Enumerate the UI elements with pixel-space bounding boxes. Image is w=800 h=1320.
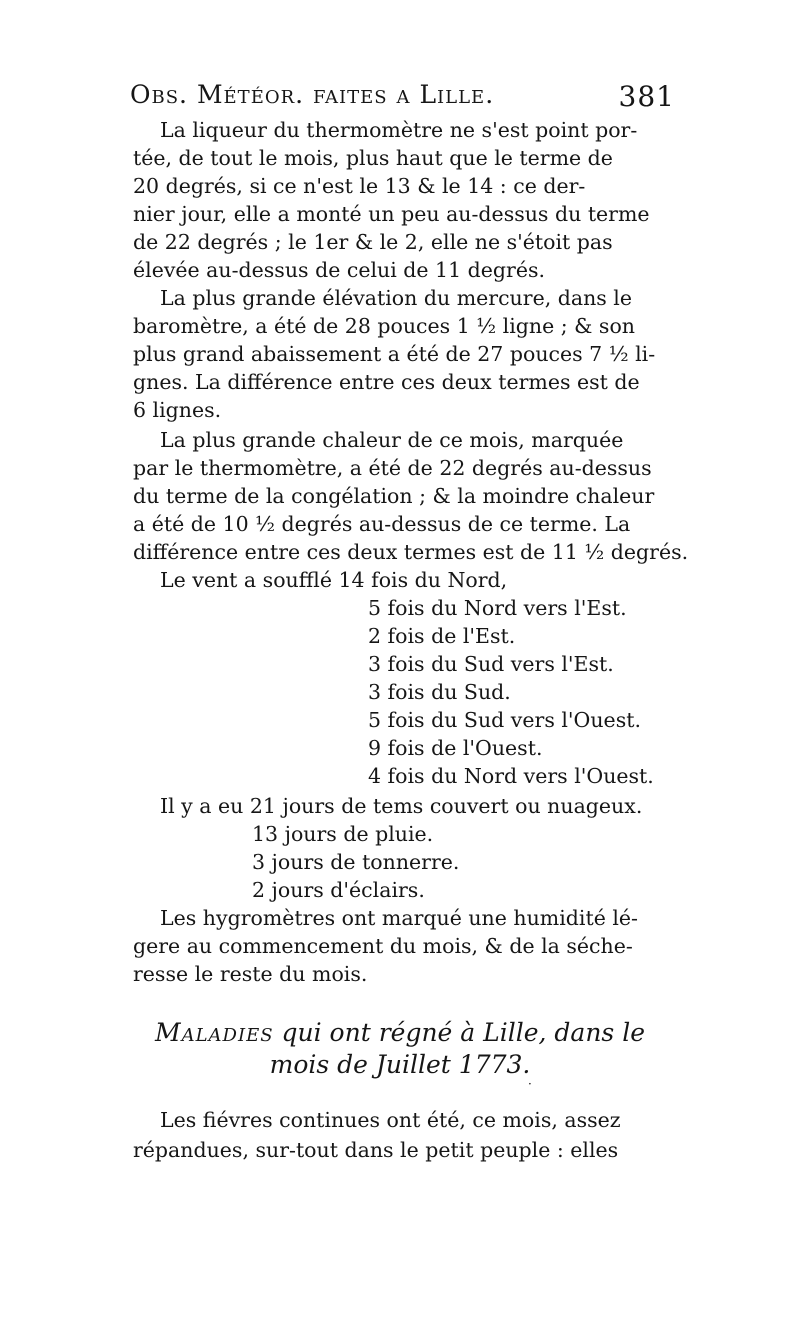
text-line: La plus grande chaleur de ce mois, marquée xyxy=(160,428,624,452)
section-title-line-2: mois de Juillet 1773. xyxy=(269,1050,531,1079)
text-line: par le thermomètre, a été de 22 degrés au-dessus xyxy=(133,456,652,480)
text-line: 6 lignes. xyxy=(133,398,222,422)
running-title: Obs. Météor. faites a Lille. xyxy=(130,80,495,109)
text-line: élevée au-dessus de celui de 11 degrés. xyxy=(133,258,546,282)
running-header xyxy=(130,80,675,113)
sky-row: 3 jours de tonnerre. xyxy=(252,850,460,874)
section-title xyxy=(0,1018,800,1047)
wind-row: 3 fois du Sud. xyxy=(368,680,511,704)
text-line: baromètre, a été de 28 pouces 1 ½ ligne ; & son xyxy=(133,314,635,338)
text-line: La plus grande élévation du mercure, dans le xyxy=(160,286,633,310)
text-line: a été de 10 ½ degrés au-dessus de ce terme. La xyxy=(133,512,631,536)
text-line: différence entre ces deux termes est de 11 ½ degrés. xyxy=(133,540,689,564)
text-line: resse le reste du mois. xyxy=(133,962,368,986)
wind-intro: Le vent a soufflé 14 fois du Nord, xyxy=(160,568,508,592)
sky-row: 13 jours de pluie. xyxy=(252,822,434,846)
text-line: Les hygromètres ont marqué une humidité lé- xyxy=(160,906,638,930)
wind-row: 9 fois de l'Ouest. xyxy=(368,736,543,760)
text-line: nier jour, elle a monté un peu au-dessus du terme xyxy=(133,202,650,226)
wind-row: 4 fois du Nord vers l'Ouest. xyxy=(368,764,654,788)
text-line: 20 degrés, si ce n'est le 13 & le 14 : ce der- xyxy=(133,174,586,198)
wind-row: 5 fois du Sud vers l'Ouest. xyxy=(368,708,641,732)
text-line: La liqueur du thermomètre ne s'est point por- xyxy=(160,118,638,142)
section-title-rest: qui ont régné à Lille, dans le xyxy=(281,1018,645,1047)
wind-row: 2 fois de l'Est. xyxy=(368,624,516,648)
text-line: gere au commencement du mois, & de la séche- xyxy=(133,934,633,958)
text-line: tée, de tout le mois, plus haut que le terme de xyxy=(133,146,613,170)
text-line: de 22 degrés ; le 1er & le 2, elle ne s'étoit pas xyxy=(133,230,613,254)
sky-intro: Il y a eu 21 jours de tems couvert ou nuageux. xyxy=(160,794,643,818)
text-line: du terme de la congélation ; & la moindre chaleur xyxy=(133,484,655,508)
text-line: gnes. La différence entre ces deux termes est de xyxy=(133,370,640,394)
text-line: plus grand abaissement a été de 27 pouces 7 ½ li- xyxy=(133,342,656,366)
page-number: 381 xyxy=(618,80,675,113)
sky-row: 2 jours d'éclairs. xyxy=(252,878,425,902)
wind-row: 5 fois du Nord vers l'Est. xyxy=(368,596,627,620)
text-line: répandues, sur-tout dans le petit peuple : elles xyxy=(133,1138,619,1162)
wind-row: 3 fois du Sud vers l'Est. xyxy=(368,652,614,676)
ornament-dot: · xyxy=(528,1077,532,1091)
section-title-caps: Maladies xyxy=(154,1018,274,1047)
text-line: Les fiévres continues ont été, ce mois, assez xyxy=(160,1108,621,1132)
